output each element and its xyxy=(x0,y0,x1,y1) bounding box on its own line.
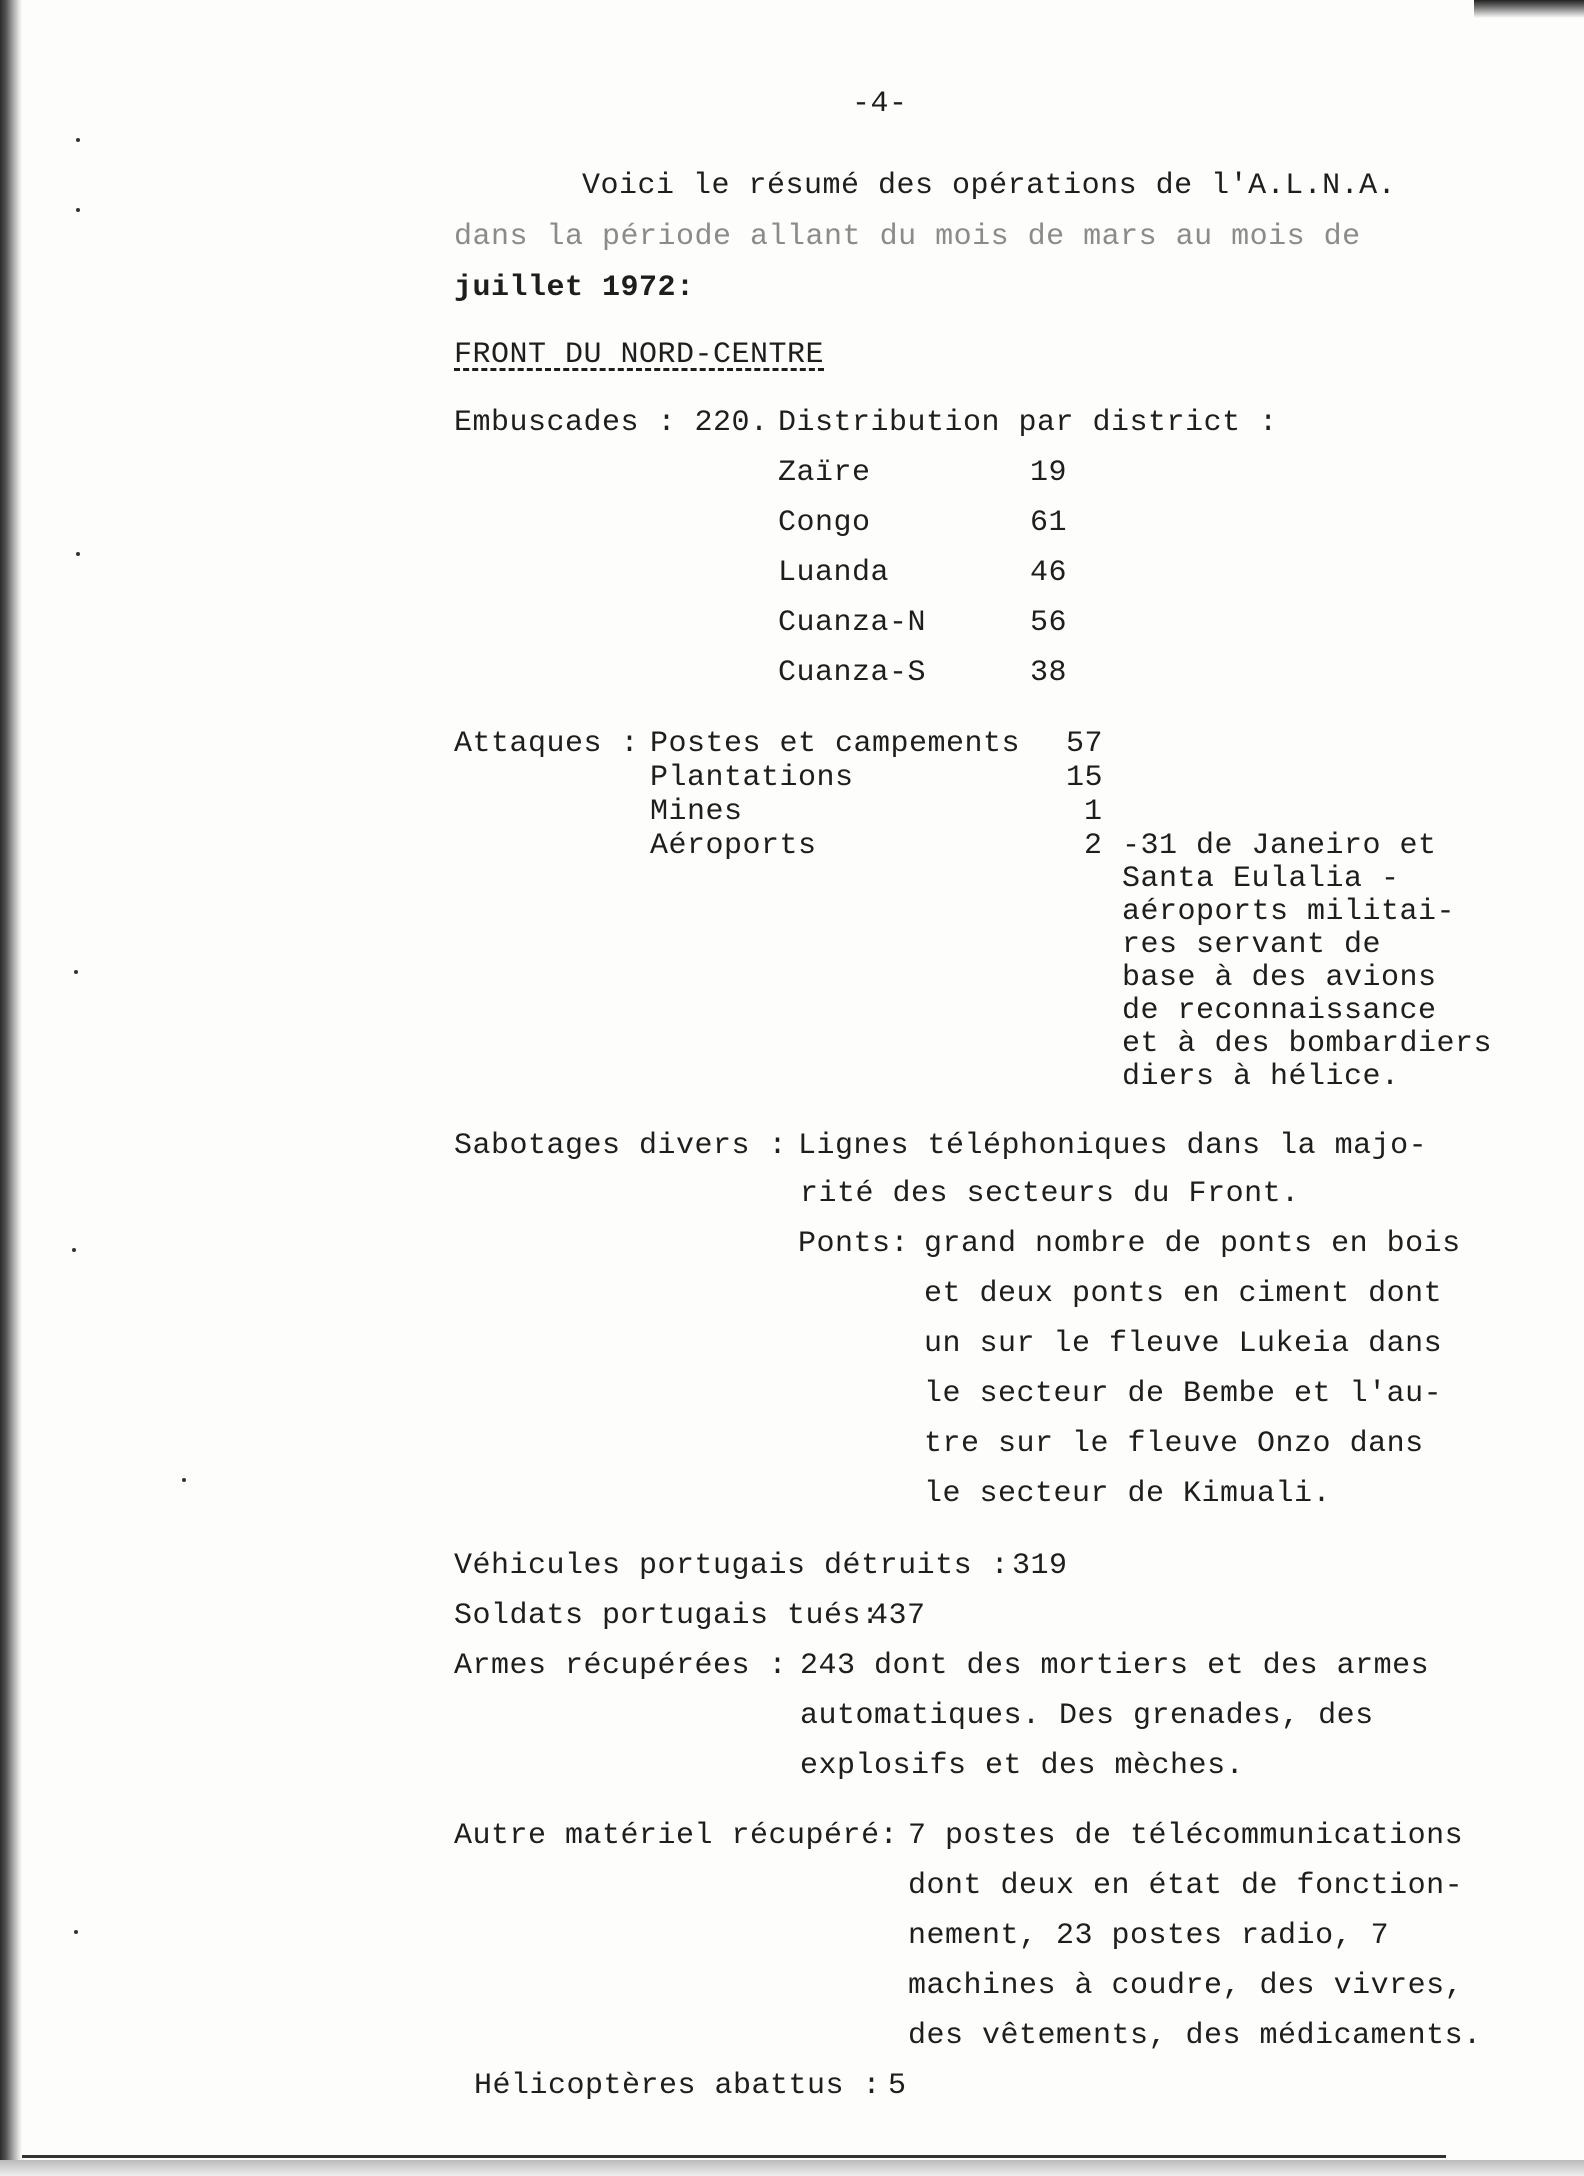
aeroports-note-line: res servant de xyxy=(1122,928,1382,962)
autre-materiel-line: dont deux en état de fonction- xyxy=(908,1869,1464,1903)
sabotages-line: Lignes téléphoniques dans la majo- xyxy=(798,1129,1428,1163)
attaque-value: 1 xyxy=(1084,795,1103,829)
ponts-label: Ponts: xyxy=(798,1227,910,1261)
scan-speck xyxy=(74,970,78,974)
scan-bottom-edge xyxy=(0,2160,1584,2176)
scan-left-edge xyxy=(0,0,22,2176)
aeroports-note-line: diers à hélice. xyxy=(1122,1060,1400,1094)
attaque-value: 15 xyxy=(1066,761,1104,795)
helicopteres-value: 5 xyxy=(888,2069,907,2103)
sabotages-label: Sabotages divers : xyxy=(454,1129,788,1163)
attaques-label: Attaques : xyxy=(454,727,640,761)
aeroports-note-line: aéroports militai- xyxy=(1122,895,1456,929)
vehicules-label: Véhicules portugais détruits : xyxy=(454,1549,1010,1583)
aeroports-note-line: base à des avions xyxy=(1122,961,1437,995)
district-value: 19 xyxy=(1030,456,1068,490)
autre-materiel-line: 7 postes de télécommunications xyxy=(908,1819,1464,1853)
district-name: Congo xyxy=(778,506,871,540)
ponts-line: tre sur le fleuve Onzo dans xyxy=(924,1427,1424,1461)
vehicules-value: 319 xyxy=(1012,1549,1068,1583)
soldats-label: Soldats portugais tués: xyxy=(454,1599,880,1633)
attaque-name: Mines xyxy=(650,795,743,829)
ponts-line: le secteur de Kimuali. xyxy=(924,1477,1332,1511)
attaque-name: Aéroports xyxy=(650,829,817,863)
district-name: Zaïre xyxy=(778,456,871,490)
armes-label: Armes récupérées : xyxy=(454,1649,788,1683)
sabotages-line: rité des secteurs du Front. xyxy=(800,1177,1300,1211)
district-name: Cuanza-S xyxy=(778,656,927,690)
aeroports-note-line: et à des bombardiers xyxy=(1122,1027,1493,1061)
district-value: 38 xyxy=(1030,656,1068,690)
district-value: 61 xyxy=(1030,506,1068,540)
aeroports-note-line: -31 de Janeiro et xyxy=(1122,829,1437,863)
district-name: Cuanza-N xyxy=(778,606,927,640)
district-name: Luanda xyxy=(778,556,890,590)
ponts-line: un sur le fleuve Lukeia dans xyxy=(924,1327,1443,1361)
armes-line: explosifs et des mèches. xyxy=(800,1749,1245,1783)
scan-speck xyxy=(74,1930,78,1934)
scan-speck xyxy=(182,1478,186,1482)
autre-materiel-label: Autre matériel récupéré: xyxy=(454,1819,899,1853)
attaque-name: Postes et campements xyxy=(650,727,1021,761)
armes-line: automatiques. Des grenades, des xyxy=(800,1699,1374,1733)
armes-line: 243 dont des mortiers et des armes xyxy=(800,1649,1430,1683)
page-number: -4- xyxy=(852,87,908,121)
helicopteres-label: Hélicoptères abattus : xyxy=(474,2069,882,2103)
ponts-line: grand nombre de ponts en bois xyxy=(924,1227,1461,1261)
attaque-name: Plantations xyxy=(650,761,854,795)
scan-top-right-edge xyxy=(1474,0,1584,18)
section-title: FRONT DU NORD-CENTRE xyxy=(454,338,825,372)
ponts-line: le secteur de Bembe et l'au- xyxy=(924,1377,1443,1411)
scan-speck xyxy=(76,208,80,212)
aeroports-note-line: de reconnaissance xyxy=(1122,994,1437,1028)
intro-line-3: juillet 1972: xyxy=(454,271,695,305)
bottom-rule xyxy=(22,2155,1446,2158)
scan-speck xyxy=(76,552,80,556)
intro-line-1: Voici le résumé des opérations de l'A.L.N.A. xyxy=(582,169,1397,203)
embuscades-label: Embuscades : 220. xyxy=(454,406,769,440)
attaque-value: 2 xyxy=(1084,829,1103,863)
scan-speck xyxy=(76,138,80,142)
scan-speck xyxy=(72,1248,76,1252)
intro-line-2: dans la période allant du mois de mars au mois de xyxy=(454,220,1361,254)
attaque-value: 57 xyxy=(1066,727,1104,761)
district-value: 56 xyxy=(1030,606,1068,640)
ponts-line: et deux ponts en ciment dont xyxy=(924,1277,1443,1311)
autre-materiel-line: des vêtements, des médicaments. xyxy=(908,2019,1482,2053)
autre-materiel-line: nement, 23 postes radio, 7 xyxy=(908,1919,1390,1953)
soldats-value: 437 xyxy=(870,1599,926,1633)
autre-materiel-line: machines à coudre, des vivres, xyxy=(908,1969,1464,2003)
district-value: 46 xyxy=(1030,556,1068,590)
distribution-label: Distribution par district : xyxy=(778,406,1278,440)
aeroports-note-line: Santa Eulalia - xyxy=(1122,862,1400,896)
